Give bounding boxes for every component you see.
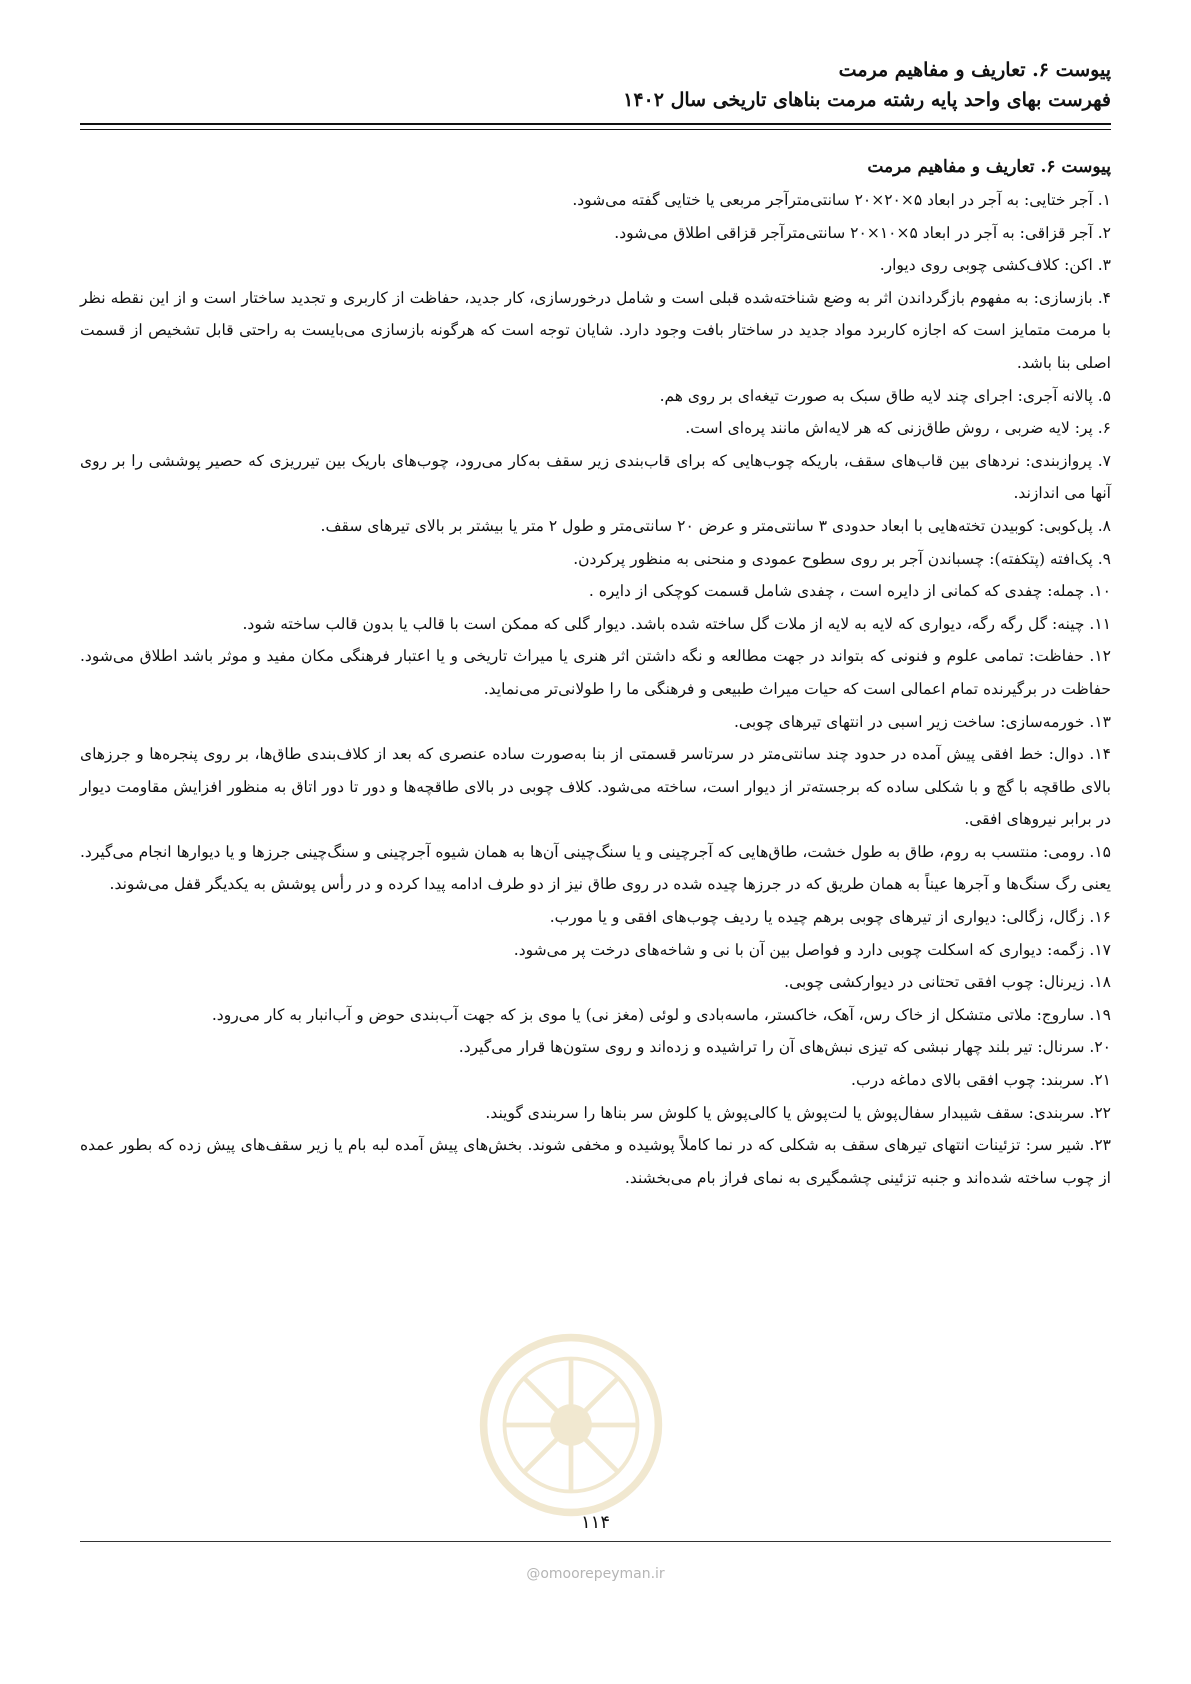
definition-item: ۱۸. زیرنال: چوب افقی تحتانی در دیوارکشی چوبی.: [784, 973, 1111, 992]
page-number: ۱۱۴: [580, 1512, 610, 1533]
section-title: پیوست ۶. تعاریف و مفاهیم مرمت: [867, 157, 1111, 177]
definition-item: ۲۳. شیر سر: تزئینات انتهای تیرهای سقف به شکلی که در نما کاملاً پوشیده و مخفی شوند. بخش‌های پیش آمده لبه بام یا زیر سقف‌های پیش زده که بطور عمده از چوب ساخته شده‌اند و جنبه تزئینی چشمگیری به نمای فراز بام می‌بخشند.: [80, 1136, 1111, 1187]
definition-item: ۴. بازسازی: به مفهوم بازگرداندن اثر به وضع شناخته‌شده قبلی است و شامل درخورسازی، کار جدید، حفاظت از کاربری و تجدید ساختار است و از این نقطه نظر با مرمت متمایز است که اجازه کاربرد مواد جدید در ساختار بافت وجود دارد. شایان توجه است که هرگونه بازسازی می‌بایست به راحتی قابل تشخیص از قسمت اصلی بنا باشد.: [80, 288, 1111, 372]
footer-divider: [80, 1541, 1111, 1542]
page-header: [80, 55, 1111, 115]
header-divider-thin: [80, 129, 1111, 130]
definition-item: ۸. پل‌کوبی: کوبیدن تخته‌هایی با ابعاد حدودی ۳ سانتی‌متر و عرض ۲۰ سانتی‌متر و طول ۲ متر یا بیشتر بر بالای تیرهای سقف.: [320, 516, 1111, 535]
definition-item: ۱۹. ساروج: ملاتی متشکل از خاک رس، آهک، خاکستر، ماسه‌بادی و لوئی (مغز نی) یا موی بز که جهت آب‌بندی حوض و آب‌انبار به کار می‌رود.: [211, 1005, 1111, 1024]
footer-watermark-handle: @omoorepeyman.ir: [526, 1566, 665, 1582]
definition-item: ۲۱. سربند: چوب افقی بالای دماغه درب.: [851, 1071, 1111, 1090]
header-appendix-title: پیوست ۶. تعاریف و مفاهیم مرمت: [838, 59, 1111, 81]
page-body: [80, 150, 1111, 1194]
definition-item: ۲۰. سرنال: تیر بلند چهار نبشی که تیزی نبش‌های آن را تراشیده و زده‌اند و روی ستون‌ها قرار می‌گیرد.: [458, 1038, 1111, 1057]
header-document-title: فهرست بهای واحد پایه رشته مرمت بناهای تاریخی سال ۱۴۰۲: [623, 89, 1111, 111]
definition-item: ۱۶. زگال، زگالی: دیواری از تیرهای چوبی برهم چیده یا ردیف چوب‌های افقی و یا مورب.: [549, 908, 1111, 927]
definition-item: ۱۳. خورمه‌سازی: ساخت زیر اسبی در انتهای تیرهای چوبی.: [734, 712, 1111, 731]
header-divider-thick: [80, 123, 1111, 125]
definition-item: ۲۲. سربندی: سقف شیبدار سفال‌پوش یا لت‌پوش یا کالی‌پوش یا کلوش سر بناها را سربندی گویند.: [485, 1103, 1111, 1122]
definition-item: ۱۰. چمله: چفدی که کمانی از دایره است ، چفدی شامل قسمت کوچکی از دایره .: [588, 582, 1111, 601]
definition-item: ۲. آجر قزاقی: به آجر در ابعاد ۵×۱۰×۲۰ سانتی‌مترآجر قزاقی اطلاق می‌شود.: [614, 223, 1111, 242]
definition-item: ۱۱. چینه: گل رگه رگه، دیواری که لایه به لایه از ملات گل ساخته شده باشد. دیوار گلی که ممکن است با قالب یا بدون قالب ساخته شود.: [242, 614, 1111, 633]
definition-item: ۱۷. زگمه: دیواری که اسکلت چوبی دارد و فواصل بین آن با نی و شاخه‌های درخت پر می‌شود.: [513, 940, 1111, 959]
seal-logo-icon: [476, 1330, 666, 1520]
definition-item: ۷. پروازبندی: نردهای بین قاب‌های سقف، باریکه چوب‌هایی که برای قاب‌بندی زیر سقف به‌کار می‌رود، چوب‌های باریک بین تیرریزی که حصیر پوششی را بر روی آنها می اندازند.: [80, 451, 1111, 503]
definition-item: ۵. پالانه آجری: اجرای چند لایه طاق سبک به صورت تیغه‌ای بر روی هم.: [659, 386, 1111, 405]
definition-item: ۶. پر: لایه ضربی ، روش طاق‌زنی که هر لایه‌اش مانند پره‌ای است.: [685, 419, 1111, 438]
definition-item: ۱. آجر ختایی: به آجر در ابعاد ۵×۲۰×۲۰ سانتی‌مترآجر مربعی یا ختایی گفته می‌شود.: [572, 191, 1111, 209]
definition-item: ۳. اکن: کلاف‌کشی چوبی روی دیوار.: [879, 256, 1111, 275]
definition-item: ۱۲. حفاظت: تمامی علوم و فنونی که بتواند در جهت مطالعه و نگه داشتن اثر هنری یا میراث تاریخی و یا اعتبار فرهنگی مکان مفید و موثر باشد اطلاق می‌شود. حفاظت در برگیرنده تمام اعمالی است که حیات میراث طبیعی و فرهنگی ما را طولانی‌تر می‌نماید.: [80, 647, 1111, 698]
definition-item: ۹. پک‌افته (پتکفته): چسباندن آجر بر روی سطوح عمودی و منحنی به منظور پرکردن.: [573, 549, 1111, 568]
definition-item: ۱۴. دوال: خط افقی پیش آمده در حدود چند سانتی‌متر در سرتاسر قسمتی از بنا به‌صورت ساده عنصری که بعد از کلاف‌بندی طاق‌ها، بر روی پنجره‌ها و جرزهای بالای طاقچه با گچ و با شکلی ساده که برجسته‌تر از دیوار است، ساخته می‌شود. کلاف چوبی در بالای طاقچه‌ها و دور تا دور اتاق به منظور افزایش مقاومت دیوار در برابر نیروهای افقی.: [80, 745, 1111, 829]
definition-item: ۱۵. رومی: منتسب به روم، طاق به طول خشت، طاق‌هایی که آجرچینی و یا سنگ‌چینی آن‌ها به همان شیوه آجرچینی و سنگ‌چینی جرزها و یا دیوارها انجام می‌گیرد. یعنی رگ سنگ‌ها و آجرها عیناً به همان طریق که در جرزها چیده شده در روی طاق نیز از دو طرف ادامه پیدا کرده و در رأس پوشش به یکدیگر قفل می‌شوند.: [80, 842, 1111, 894]
